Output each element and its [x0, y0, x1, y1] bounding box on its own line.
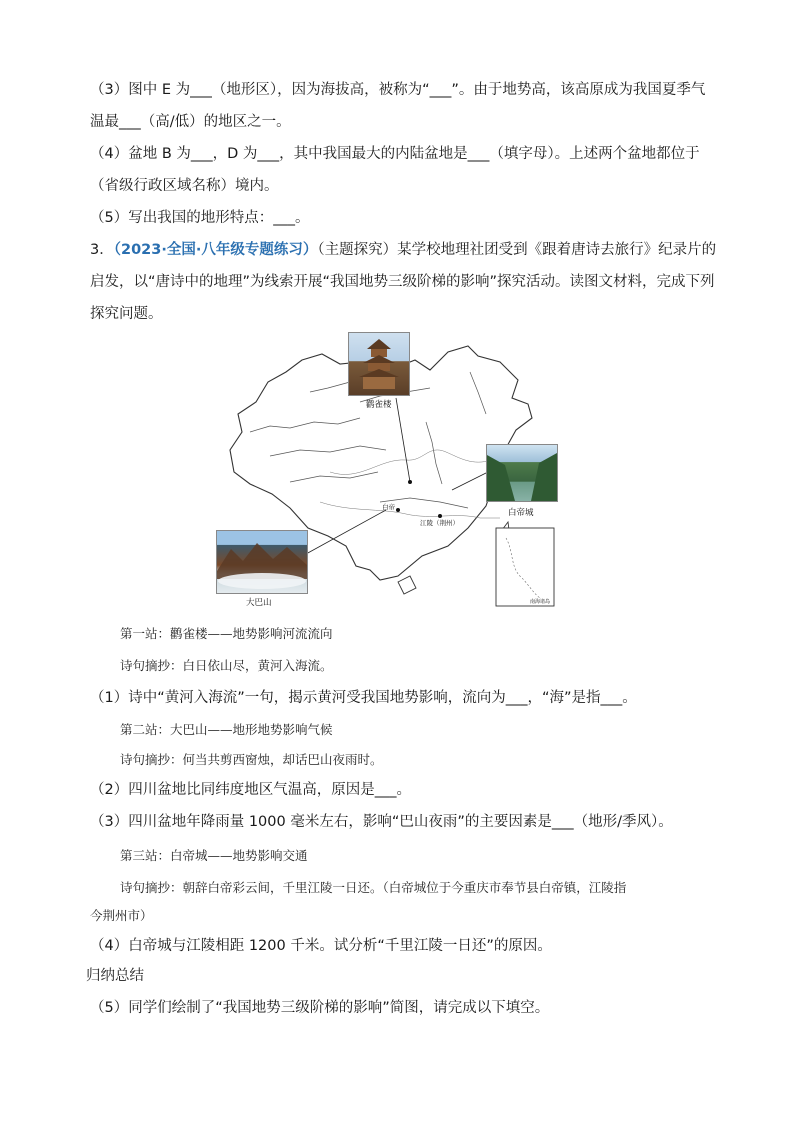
summary-heading: 归纳总结: [86, 968, 144, 984]
south-sea-inset-frame: [496, 528, 554, 606]
caption-baidicheng: 白帝城: [508, 508, 534, 518]
map-label-jiangling: 江陵（荆州）: [420, 519, 459, 527]
pointer-baidicheng: [452, 472, 488, 490]
q4-part-line1: （4）盆地 B 为___，D 为___，其中我国最大的内陆盆地是___（填字母）。上述两个盆地都位于: [90, 146, 700, 162]
pointer-queyelou: [396, 398, 410, 482]
station-2-poem: 诗句摘抄：何当共剪西窗烛，却话巴山夜雨时。: [120, 752, 383, 767]
caption-dabashan: 大巴山: [246, 598, 272, 608]
hainan-island: [398, 576, 416, 594]
question-3-intro: [90, 240, 716, 260]
caption-queyelou: 鹳雀楼: [366, 400, 392, 410]
mountain-icon: [217, 531, 307, 593]
inset-label: 南海诸岛: [530, 599, 551, 605]
queyelou-photo: [348, 332, 410, 396]
station-2-title: 第二站：大巴山——地形地势影响气候: [120, 722, 333, 737]
station-3-poem-line1: 诗句摘抄：朝辞白帝彩云间，千里江陵一日还。（白帝城位于今重庆市奉节县白帝镇，江陵指: [120, 880, 627, 895]
q5-part: （5）写出我国的地形特点：___。: [90, 210, 310, 226]
pagoda-icon: [349, 333, 409, 395]
question-number: 3．: [90, 242, 114, 258]
q3-part3-line2: 温最___（高/低）的地区之一。: [90, 114, 291, 130]
station-1-title: 第一站：鹳雀楼——地势影响河流流向: [120, 626, 333, 641]
subquestion-4: （4）白帝城与江陵相距 1200 千米。试分析“千里江陵一日还”的原因。: [90, 938, 552, 954]
question-3-intro-line3: 探究问题。: [90, 306, 163, 322]
china-map-figure: [210, 332, 560, 610]
station-1-poem: 诗句摘抄：白日依山尽，黄河入海流。: [120, 658, 333, 673]
marker-queyelou: [408, 480, 412, 484]
station-3-title: 第三站：白帝城——地势影响交通: [120, 848, 308, 863]
q3-part3-line1: （3）图中 E 为___（地形区），因为海拔高，被称为“___”。由于地势高，该高原成为我国夏季气: [90, 82, 706, 98]
q4-part-line2: （省级行政区域名称）境内。: [90, 178, 279, 194]
subquestion-5: （5）同学们绘制了“我国地势三级阶梯的影响”简图，请完成以下填空。: [90, 1000, 550, 1016]
question-intro-text: （主题探究）某学校地理社团受到《跟着唐诗去旅行》纪录片的: [317, 242, 717, 258]
dabashan-photo: [216, 530, 308, 594]
question-3-intro-line2: 启发，以“唐诗中的地理”为线索开展“我国地势三级阶梯的影响”探究活动。读图文材料，完成下列: [90, 274, 715, 290]
subquestion-2: （2）四川盆地比同纬度地区气温高，原因是___。: [90, 782, 411, 798]
baidicheng-photo: [486, 444, 558, 502]
subquestion-1: （1）诗中“黄河入海流”一句，揭示黄河受我国地势影响，流向为___，“海”是指___。: [90, 690, 637, 706]
map-label-baidi: 白帝: [382, 503, 395, 511]
subquestion-3: （3）四川盆地年降雨量 1000 毫米左右，影响“巴山夜雨”的主要因素是___（地形/季风）。: [90, 814, 673, 830]
question-source: （2023·全国·八年级专题练习）: [113, 242, 318, 258]
station-3-poem-line2: 今荆州市）: [90, 908, 153, 923]
marker-baidi: [396, 508, 400, 512]
gorge-icon: [487, 445, 557, 501]
